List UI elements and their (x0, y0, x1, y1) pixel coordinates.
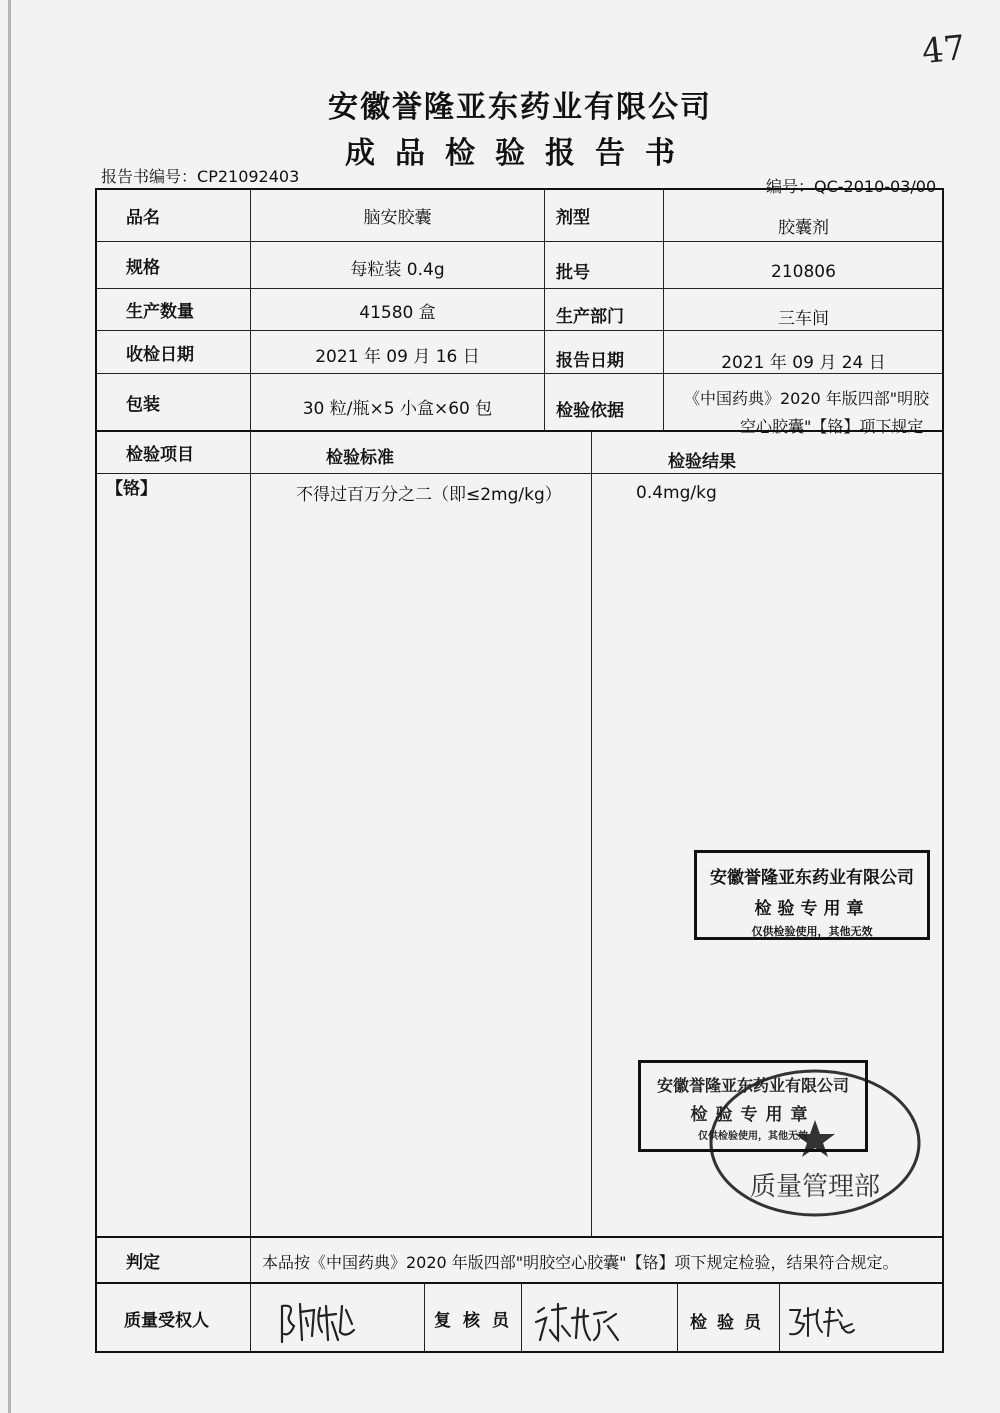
department-value: 三车间 (778, 309, 829, 329)
label-char: 产 (143, 302, 160, 322)
label-text (556, 396, 652, 421)
label-char: 项 (160, 444, 177, 465)
label-char: 期 (177, 344, 194, 365)
label-char: 检 (326, 447, 343, 468)
label-char: 格 (143, 257, 160, 278)
reviewer-signature (532, 1300, 624, 1346)
column-divider (591, 431, 592, 1236)
label-char: 号 (573, 262, 590, 283)
qa-signature (276, 1296, 360, 1346)
label-char: 产 (573, 307, 590, 327)
row-divider (96, 1282, 943, 1284)
spec-value: 每粒装 0.4g (350, 259, 445, 280)
label-char: 定 (143, 1252, 160, 1273)
inspector-label: 检验员 (690, 1313, 771, 1333)
conclusion-text: 本品按《中国药典》2020 年版四部"明胶空心胶囊"【铬】项下规定检验，结果符合规定。 (262, 1253, 899, 1272)
col-standard-header (326, 434, 518, 476)
reviewer-label: 复核员 (434, 1311, 521, 1331)
report-date-value: 2021 年 09 月 24 日 (721, 352, 886, 373)
column-divider (544, 189, 545, 430)
batch-label (556, 247, 652, 293)
label-text (126, 297, 222, 322)
basis-line-1: 《中国药典》2020 年版四部"明胶 (684, 389, 930, 408)
label-char: 告 (573, 350, 590, 371)
column-divider (677, 1283, 678, 1352)
seal-department-text: 质量管理部 (750, 1172, 881, 1202)
packaging-label (126, 374, 222, 430)
label-text (556, 346, 652, 371)
inspector-signature (786, 1302, 856, 1342)
label-char: 验 (573, 400, 590, 421)
label-char: 验 (685, 451, 702, 472)
product-name-label (126, 190, 222, 241)
column-divider (779, 1283, 780, 1352)
label-char: 检 (556, 400, 573, 421)
label-char: 门 (607, 307, 624, 327)
label-char: 验 (343, 447, 360, 468)
col-result-header (668, 438, 868, 480)
label-text (556, 258, 652, 283)
label-text (126, 390, 222, 415)
report-number-label: 报告书编号： (101, 167, 198, 186)
row-divider (96, 1236, 943, 1238)
label-text (326, 443, 518, 468)
column-divider (424, 1283, 425, 1352)
label-char: 日 (160, 344, 177, 365)
scan-edge (8, 0, 11, 1413)
label-char: 名 (143, 208, 160, 228)
basis-label (556, 380, 652, 436)
label-char: 批 (556, 262, 573, 283)
label-char: 验 (143, 444, 160, 465)
company-title: 安徽誉隆亚东药业有限公司 (328, 90, 712, 125)
dosage-form-value: 胶囊剂 (778, 218, 829, 238)
stamp-title: 检验专用章 (754, 899, 870, 919)
label-char: 规 (126, 257, 143, 278)
label-text (126, 253, 222, 278)
quantity-value: 41580 盒 (359, 303, 436, 323)
label-char: 装 (143, 394, 160, 415)
label-text (126, 203, 222, 228)
dosage-form-label (556, 190, 652, 241)
label-char: 生 (556, 307, 573, 327)
handwritten-page-mark: 47 (920, 27, 968, 73)
label-char: 数 (160, 302, 177, 322)
batch-value: 210806 (771, 262, 836, 282)
label-char: 品 (126, 208, 143, 228)
test-standard: 不得过百万分之二（即≤2mg/kg） (296, 485, 562, 505)
form-number-value: QC-2010-03/00 (814, 177, 937, 196)
form-number-label: 编号： (766, 177, 815, 196)
label-char: 判 (126, 1252, 143, 1273)
label-char: 结 (702, 451, 719, 472)
report-number-value: CP21092403 (197, 167, 300, 186)
label-char: 量 (177, 302, 194, 322)
packaging-value: 30 粒/瓶×5 小盒×60 包 (302, 398, 493, 419)
quantity-label (126, 289, 222, 330)
label-char: 报 (556, 350, 573, 371)
spec-label (126, 242, 222, 288)
label-char: 果 (719, 451, 736, 472)
label-text (126, 440, 222, 465)
basis-line-2: 空心胶囊"【铬】项下规定 (740, 417, 924, 436)
inspection-stamp-overlay (638, 1060, 868, 1152)
stamp-company: 安徽誉隆亚东药业有限公司 (656, 1076, 849, 1095)
label-text (556, 302, 652, 327)
col-item-header (126, 431, 222, 473)
label-char: 检 (668, 451, 685, 472)
label-char: 依 (590, 400, 607, 421)
test-item: 【铬】 (106, 479, 157, 499)
stamp-note: 仅供检验使用，其他无效 (698, 1131, 808, 1142)
stamp-title: 检验专用章 (690, 1105, 816, 1125)
test-result: 0.4mg/kg (636, 483, 717, 503)
label-char: 包 (126, 394, 143, 415)
report-number (101, 164, 299, 187)
report-date-label (556, 337, 652, 379)
label-char: 部 (590, 307, 607, 327)
label-char: 收 (126, 344, 143, 365)
label-char: 据 (607, 400, 624, 421)
column-divider (250, 1283, 251, 1352)
label-char: 标 (360, 447, 377, 468)
qa-person-label: 质量受权人 (124, 1311, 209, 1331)
product-name-value: 脑安胶囊 (363, 208, 432, 228)
label-text (126, 1248, 222, 1273)
label-char: 剂 (556, 208, 573, 228)
label-char: 检 (126, 444, 143, 465)
label-char: 目 (177, 444, 194, 465)
received-date-label (126, 331, 222, 373)
conclusion-label (126, 1238, 222, 1282)
column-divider (250, 1237, 251, 1282)
label-text (668, 447, 868, 472)
document-title: 成品检验报告书 (345, 136, 695, 171)
department-label (556, 294, 652, 335)
label-char: 生 (126, 302, 143, 322)
stamp-note: 仅供检验使用，其他无效 (751, 925, 873, 938)
label-char: 准 (377, 447, 394, 468)
label-char: 型 (573, 208, 590, 228)
label-char: 日 (590, 350, 607, 371)
label-char: 检 (143, 344, 160, 365)
column-divider (521, 1283, 522, 1352)
inspection-stamp (694, 850, 930, 940)
received-date-value: 2021 年 09 月 16 日 (315, 346, 480, 367)
stamp-company: 安徽誉隆亚东药业有限公司 (710, 868, 914, 888)
label-text (126, 340, 222, 365)
label-char: 期 (607, 350, 624, 371)
label-text (556, 203, 652, 228)
